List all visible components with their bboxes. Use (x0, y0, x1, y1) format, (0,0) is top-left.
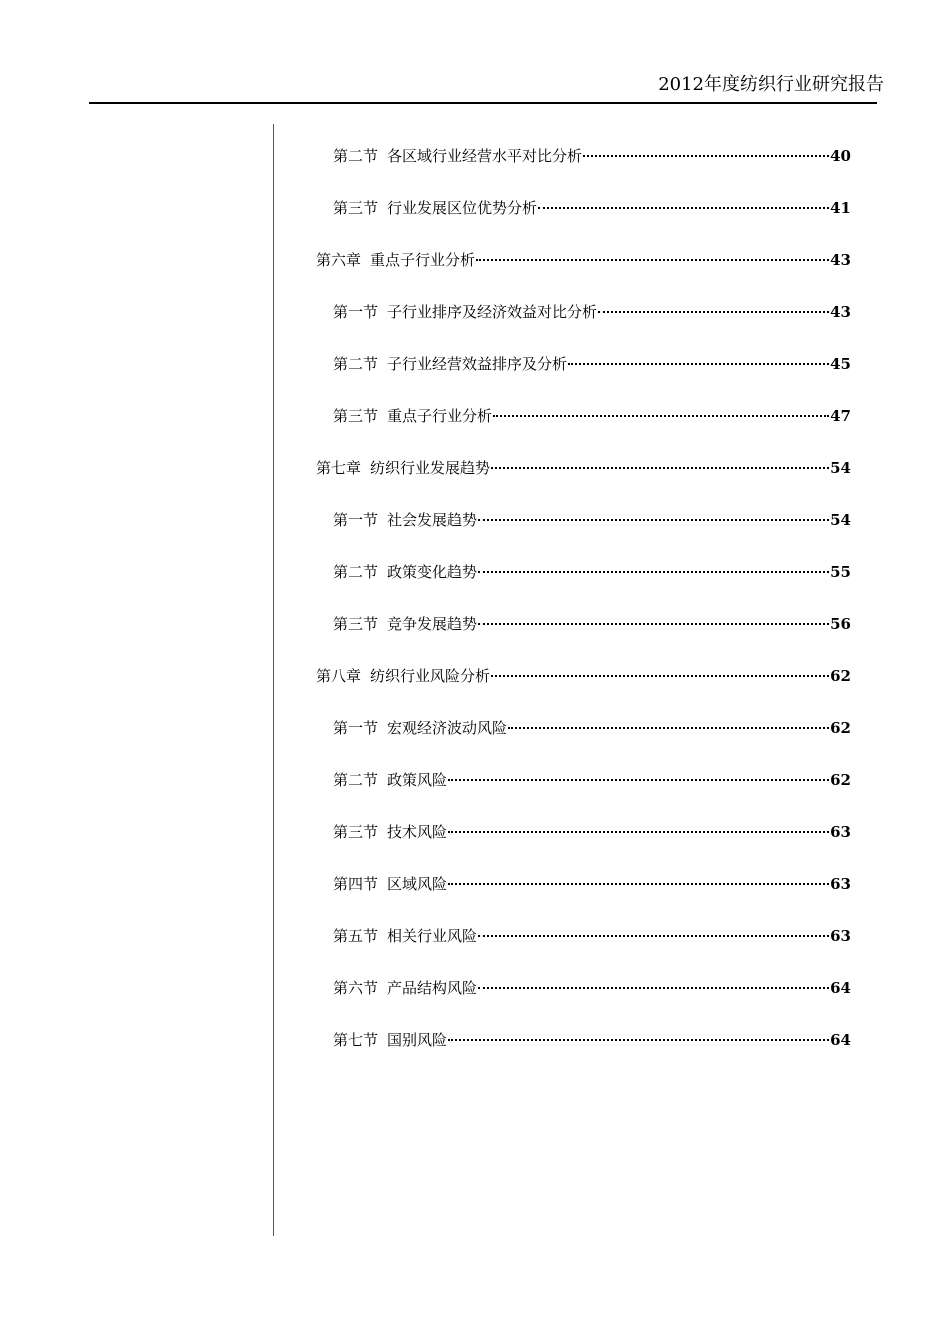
table-of-contents (316, 142, 851, 1078)
toc-entry-number: 第六章 (316, 251, 362, 269)
toc-entry-number: 第八章 (316, 667, 362, 685)
toc-dot-leader (493, 415, 829, 417)
toc-page-number: 64 (830, 1031, 851, 1049)
toc-chapter-entry[interactable] (316, 454, 851, 506)
toc-page-number: 62 (830, 667, 851, 685)
toc-dot-leader (568, 363, 829, 365)
toc-entry-number: 第四节 (333, 875, 379, 893)
toc-chapter-entry[interactable] (316, 662, 851, 714)
toc-page-number: 54 (830, 511, 851, 529)
toc-entry-number: 第三节 (333, 615, 379, 633)
toc-page-number: 40 (830, 147, 851, 165)
toc-entry-number: 第二节 (333, 563, 379, 581)
toc-entry-title: 技术风险 (387, 823, 448, 841)
toc-dot-leader (448, 779, 829, 781)
toc-dot-leader (478, 571, 829, 573)
toc-entry-title: 宏观经济波动风险 (387, 719, 508, 737)
header-divider (89, 102, 877, 104)
toc-section-entry[interactable] (316, 350, 851, 402)
toc-entry-title: 子行业排序及经济效益对比分析 (387, 303, 598, 321)
toc-section-entry[interactable] (316, 506, 851, 558)
toc-dot-leader (448, 1039, 829, 1041)
toc-entry-number: 第六节 (333, 979, 379, 997)
toc-chapter-entry[interactable] (316, 246, 851, 298)
toc-section-entry[interactable] (316, 1026, 851, 1078)
toc-page-number: 43 (830, 251, 851, 269)
toc-dot-leader (478, 623, 829, 625)
toc-entry-number: 第一节 (333, 511, 379, 529)
toc-page-number: 64 (830, 979, 851, 997)
toc-section-entry[interactable] (316, 974, 851, 1026)
toc-page-number: 47 (830, 407, 851, 425)
toc-entry-title: 国别风险 (387, 1031, 448, 1049)
toc-entry-title: 行业发展区位优势分析 (387, 199, 538, 217)
toc-page-number: 63 (830, 875, 851, 893)
toc-section-entry[interactable] (316, 142, 851, 194)
toc-page-number: 63 (830, 927, 851, 945)
toc-dot-leader (448, 883, 829, 885)
toc-dot-leader (598, 311, 829, 313)
toc-entry-title: 各区域行业经营水平对比分析 (387, 147, 583, 165)
toc-section-entry[interactable] (316, 298, 851, 350)
toc-page-number: 43 (830, 303, 851, 321)
toc-dot-leader (491, 675, 829, 677)
toc-entry-number: 第一节 (333, 719, 379, 737)
toc-dot-leader (583, 155, 829, 157)
toc-entry-title: 重点子行业分析 (370, 251, 476, 269)
toc-entry-title: 相关行业风险 (387, 927, 478, 945)
margin-divider (273, 124, 274, 1236)
toc-entry-title: 政策风险 (387, 771, 448, 789)
toc-entry-number: 第二节 (333, 355, 379, 373)
toc-section-entry[interactable] (316, 714, 851, 766)
toc-entry-title: 纺织行业风险分析 (370, 667, 491, 685)
toc-entry-number: 第七节 (333, 1031, 379, 1049)
toc-page-number: 62 (830, 719, 851, 737)
toc-section-entry[interactable] (316, 766, 851, 818)
toc-section-entry[interactable] (316, 870, 851, 922)
toc-entry-title: 竞争发展趋势 (387, 615, 478, 633)
toc-entry-number: 第七章 (316, 459, 362, 477)
toc-dot-leader (478, 987, 829, 989)
toc-dot-leader (478, 935, 829, 937)
toc-dot-leader (491, 467, 829, 469)
document-header-title: 2012年度纺织行业研究报告 (658, 74, 884, 95)
toc-page-number: 62 (830, 771, 851, 789)
toc-entry-title: 区域风险 (387, 875, 448, 893)
toc-entry-number: 第三节 (333, 823, 379, 841)
toc-dot-leader (538, 207, 829, 209)
toc-entry-number: 第三节 (333, 407, 379, 425)
toc-entry-number: 第三节 (333, 199, 379, 217)
toc-entry-title: 社会发展趋势 (387, 511, 478, 529)
toc-section-entry[interactable] (316, 194, 851, 246)
toc-entry-number: 第二节 (333, 771, 379, 789)
toc-section-entry[interactable] (316, 818, 851, 870)
toc-section-entry[interactable] (316, 610, 851, 662)
toc-page-number: 54 (830, 459, 851, 477)
toc-section-entry[interactable] (316, 402, 851, 454)
toc-page-number: 63 (830, 823, 851, 841)
toc-entry-title: 重点子行业分析 (387, 407, 493, 425)
toc-page-number: 55 (830, 563, 851, 581)
toc-entry-title: 子行业经营效益排序及分析 (387, 355, 568, 373)
toc-entry-number: 第二节 (333, 147, 379, 165)
toc-entry-number: 第一节 (333, 303, 379, 321)
toc-page-number: 41 (830, 199, 851, 217)
toc-dot-leader (478, 519, 829, 521)
toc-dot-leader (476, 259, 829, 261)
toc-entry-title: 产品结构风险 (387, 979, 478, 997)
toc-section-entry[interactable] (316, 922, 851, 974)
toc-section-entry[interactable] (316, 558, 851, 610)
toc-entry-number: 第五节 (333, 927, 379, 945)
toc-entry-title: 纺织行业发展趋势 (370, 459, 491, 477)
toc-dot-leader (448, 831, 829, 833)
toc-dot-leader (508, 727, 829, 729)
toc-page-number: 56 (830, 615, 851, 633)
toc-entry-title: 政策变化趋势 (387, 563, 478, 581)
toc-page-number: 45 (830, 355, 851, 373)
